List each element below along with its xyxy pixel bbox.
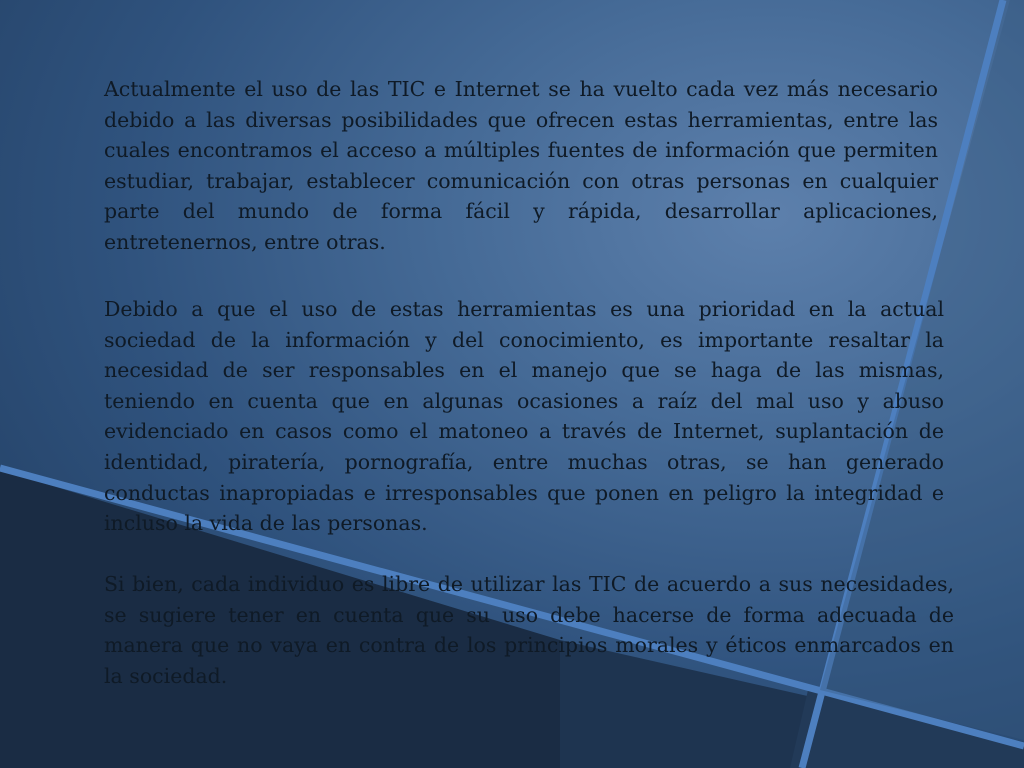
paragraph-2: Debido a que el uso de estas herramientas es una prioridad en la actual sociedad de la información y del conocimiento, es importante resaltar la necesidad de ser responsables en el manejo que se haga de las mismas, teniendo en cuenta que en algunas ocasiones a raíz del mal uso y abuso evidenciado en casos como el matoneo a través de Internet, suplantación de identidad, piratería, pornografía, entre muchas otras, se han generado conductas inapropiadas e irresponsables que ponen en peligro la integridad e incluso la vida de las personas. (104, 297, 944, 536)
paragraph-1: Actualmente el uso de las TIC e Internet se ha vuelto cada vez más necesario debido a las diversas posibilidades que ofrecen estas herramientas, entre las cuales encontramos el acceso a múltiples fuentes de información que permiten estudiar, trabajar, establecer comunicación con otras personas en cualquier parte del mundo de forma fácil y rápida, desarrollar aplicaciones, entretenernos, entre otras. (104, 77, 938, 254)
paragraph-3: Si bien, cada individuo es libre de utilizar las TIC de acuerdo a sus necesidades, se sugiere tener en cuenta que su uso debe hacerse de forma adecuada de manera que no vaya en contra de los principios morales y éticos enmarcados en la sociedad. (104, 572, 954, 688)
